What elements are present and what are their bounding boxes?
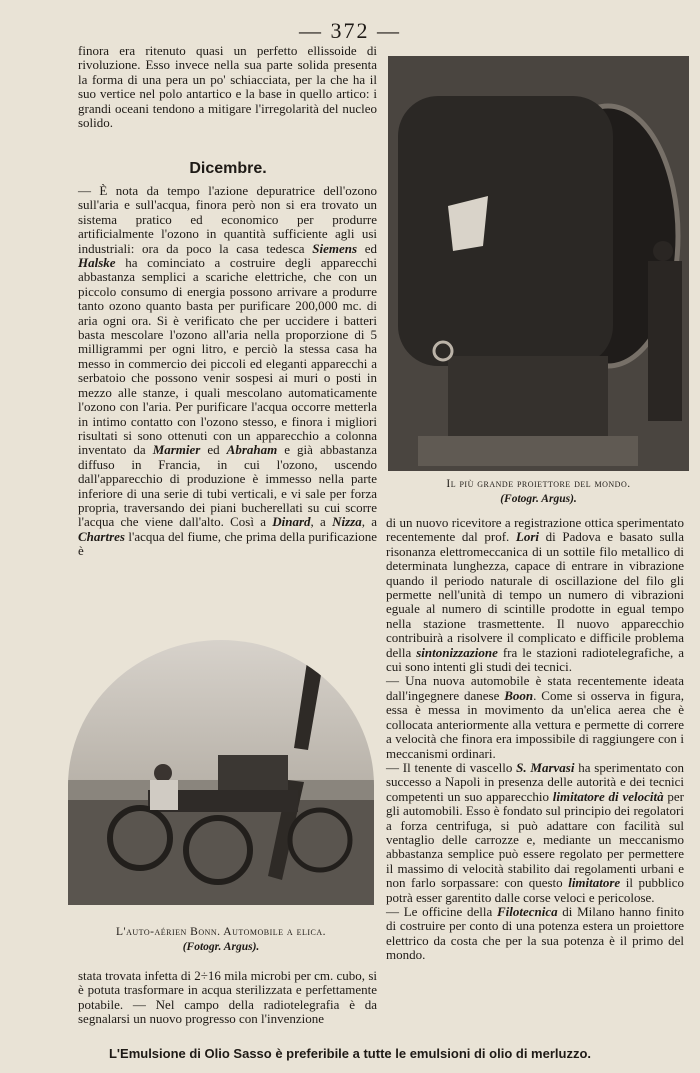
operator-figure	[648, 261, 682, 421]
place-nizza: Nizza	[332, 514, 362, 530]
car-caption	[68, 925, 374, 955]
place-chartres: Chartres	[78, 528, 125, 544]
col1-bottom-paragraph	[78, 969, 377, 1027]
page-number: — 372 —	[299, 18, 401, 43]
projector-illustration	[388, 56, 689, 471]
operator-head	[653, 241, 673, 261]
projector-drum	[398, 96, 613, 366]
footer-advertisement: L'Emulsione di Olio Sasso è preferibile a tutte le emulsioni di olio di merluzzo.	[108, 1046, 591, 1061]
projector-caption	[388, 477, 689, 507]
place-dinard: Dinard	[272, 514, 311, 530]
driver-head	[154, 764, 172, 782]
paragraph-radiotelegraphy-start: stata trovata infetta di 2÷16 mila microbi per cm. cubo, si è potuta trasformare in acqua sterilizzata e perfettamente potabile. — Nel campo della radiotelegrafia è da segnalarsi un nuovo progresso con l'invenzione	[78, 968, 377, 1027]
projector-photo	[388, 56, 689, 471]
projector-caption-title: Il più grande proiettore del mondo.	[446, 478, 631, 490]
paragraph-receiver: di un nuovo ricevitore a registrazione ottica sperimentato recentemente dal prof. Lori di Padova e basato sulla risonanza elettromeccanica di un sottile filo metallico di determinata lunghezza, capace di entrare in vibrazione quando il periodo naturale di oscillazione del filo gli permette nell'unità di tempo un numero di vibrazioni eguale al numero di scintille prodotte in egual tempo nella stazione trasmettente. Il nuovo apparecchio contribuirà a risolvere il complicato e difficile problema della sintonizzazione fra le stazioni radiotelegrafiche, a cui sono intenti gli studi dei tecnici.	[386, 515, 685, 675]
col2-text	[386, 516, 684, 963]
auto-aerien-photo	[68, 640, 374, 905]
paragraph-limiter: — Il tenente di vascello S. Marvasi ha sperimentato con successo a Napoli in presenza delle autorità e dei tecnici competenti un suo apparecchio limitatore di velocità per gli automobili. Esso è fondato sul principio dei regolatori a forza centrifuga, si può adattare con facilità sul ventaglio delle carrozze e, mediante un meccanismo abbastanza semplice può essere regolato per permettere il massimo di velocità stabilito dai regolamenti urbani e non farlo sorpassare: con questo limitatore il pubblico potrà esser garentito dalle corse veloci e pericolose.	[386, 759, 684, 905]
projector-base	[448, 356, 608, 446]
name-abraham: Abraham	[226, 442, 278, 458]
paragraph-automobile: — Una nuova automobile è stata recentemente ideata dall'ingegnere danese Boon. Come si osserva in figura, essa è messa in movimento da un'elica aerea che è collocata anteriormente alla vettura e permette di correre a velocità che finora era impossibile di raggiungere con i meccanismi ordinari.	[386, 673, 684, 761]
car-caption-credit: (Fotogr. Argus).	[182, 941, 260, 953]
section-heading: Dicembre.	[189, 160, 267, 177]
driver-body	[150, 780, 178, 810]
term-limitatore-velocita: limitatore di velocità	[552, 788, 664, 804]
paragraph-ellipsoid: finora era ritenuto quasi un perfetto ellissoide di rivoluzione. Esso invece nella sua parte solida presenta la forma di una pera un po' schiacciata, per la che ha il suo vertice nel polo antartico e la base in quello artico: i grandi oceani tendono a mitigare l'irregolarità del nucleo solido.	[78, 43, 377, 131]
name-boon: Boon	[504, 687, 534, 703]
term-sintonizzazione: sintonizzazione	[416, 644, 498, 660]
col1-top-paragraph	[78, 44, 377, 130]
paragraph-ozone: — È nota da tempo l'azione depuratrice dell'ozono sull'aria e sull'acqua, finora però non si era trovato un sistema pratico ed economico per produrre artificialmente l'ozono in quantità sufficiente agli usi industriali: ora da poco la casa tedesca Siemens ed Halske ha cominciato a costruire degli apparecchi abbastanza semplici a scariche elettriche, che con un piccolo consumo di energia possono arrivare a produrre tanto ozono quanto basta per purificare 200,000 mc. di aria ogni ora. Si è verificato che per uccidere i batteri basta mescolare l'ozono all'aria nella proporzione di 5 milligrammi per ogni litro, e perciò la stessa casa ha messo in commercio dei piccoli ed eleganti apparecchi a serbatoio che possono venir sospesi ai muri o posti in mezzo alle stanze, i quali mescolano automaticamente l'ozono con l'aria. Per purificare l'acqua occorre metterla in intimo contatto con l'ozono stesso, e finora i migliori risultati si sono ottenuti con un apparecchio a colonna inventato da Marmier ed Abraham e già abbastanza diffuso in Francia, in cui l'ozono, uscendo dall'apparecchio di produzione è immesso nella parte inferiore di una serie di tubi verticali, e vi sale per forza propria, traversando dei piani bucherellati su cui scorre l'acqua che viene dall'alto. Così a Dinard, a Nizza, a Chartres l'acqua del fiume, che prima della purificazione è	[78, 183, 377, 559]
car-caption-title: L'auto-aérien Bonn. Automobile a elica.	[115, 926, 327, 938]
projector-caption-credit: (Fotogr. Argus).	[500, 493, 577, 505]
projector-pedestal	[418, 436, 638, 466]
name-lori: Lori	[515, 529, 540, 545]
name-filotecnica: Filotecnica	[496, 903, 558, 919]
name-marvasi: S. Marvasi	[516, 759, 575, 775]
name-marmier: Marmier	[152, 442, 201, 458]
auto-aerien-illustration	[68, 640, 374, 905]
term-limitatore: limitatore	[568, 875, 621, 891]
col1-ozone-paragraph	[78, 184, 377, 559]
name-halske: Halske	[78, 255, 116, 271]
name-siemens: Siemens	[312, 240, 358, 256]
paragraph-filotecnica: — Le officine della Filotecnica di Milano hanno finito di costruire per conto di una potenza estera un proiettore elettrico da costa che per la sua potenza è il primo del mondo.	[386, 903, 684, 963]
